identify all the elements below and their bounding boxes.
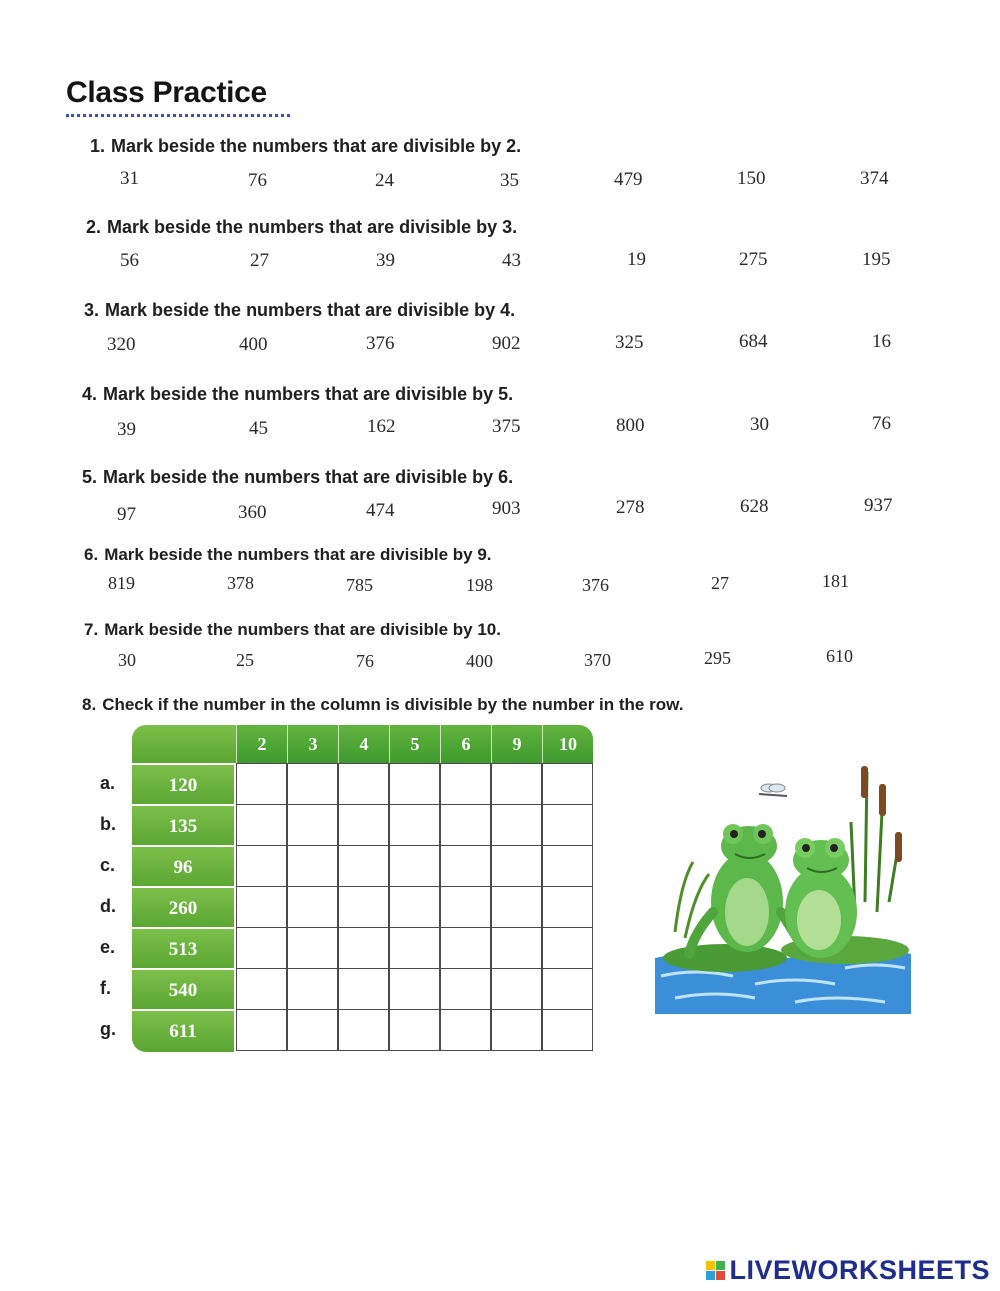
answer-cell[interactable]: [236, 968, 287, 1010]
question-text: Mark beside the numbers that are divisible by 3.: [107, 217, 518, 237]
question-number: 2.: [86, 217, 102, 237]
question-text: Mark beside the numbers that are divisible by 2.: [111, 136, 522, 156]
question-number: 8.: [82, 695, 97, 714]
number-option[interactable]: 97: [117, 504, 136, 525]
number-option[interactable]: 76: [248, 170, 267, 191]
number-option[interactable]: 400: [239, 334, 268, 355]
row-number: 540: [132, 968, 234, 1011]
number-option[interactable]: 360: [238, 502, 267, 523]
answer-cell[interactable]: [542, 804, 593, 846]
answer-cell[interactable]: [287, 804, 338, 846]
question-text: Mark beside the numbers that are divisible by 6.: [103, 467, 514, 487]
number-option[interactable]: 35: [500, 170, 519, 191]
question-3: [0, 300, 1000, 370]
answer-cell[interactable]: [491, 763, 542, 805]
answer-cell[interactable]: [389, 763, 440, 805]
question-text: Mark beside the numbers that are divisible by 4.: [105, 300, 516, 320]
number-option[interactable]: 378: [227, 573, 254, 593]
number-option[interactable]: 902: [492, 333, 521, 354]
question-text: Check if the number in the column is divisible by the number in the row.: [102, 695, 684, 714]
row-label: e.: [100, 937, 116, 957]
page-title: Class Practice: [66, 76, 267, 109]
question-text: Mark beside the numbers that are divisible by 9.: [104, 545, 492, 564]
answer-cell[interactable]: [338, 886, 389, 928]
row-label: c.: [100, 855, 116, 875]
row-label: a.: [100, 773, 116, 793]
row-label: g.: [100, 1019, 116, 1039]
answer-cell[interactable]: [491, 927, 542, 969]
answer-cell[interactable]: [440, 927, 491, 969]
question-1: [0, 136, 1000, 206]
row-number: 135: [132, 804, 234, 847]
question-6: [0, 545, 1000, 615]
answer-cell[interactable]: [338, 1009, 389, 1051]
number-option[interactable]: 56: [120, 250, 139, 271]
number-option[interactable]: 181: [822, 571, 849, 591]
number-option[interactable]: 45: [249, 418, 268, 439]
number-option[interactable]: 400: [466, 651, 493, 671]
number-option[interactable]: 39: [117, 419, 136, 440]
question-7: [0, 620, 1000, 690]
number-option[interactable]: 16: [872, 331, 891, 352]
answer-cell[interactable]: [491, 804, 542, 846]
frog-illustration: [655, 762, 911, 1014]
number-option[interactable]: 27: [711, 573, 729, 593]
number-option[interactable]: 320: [107, 334, 136, 355]
answer-cell[interactable]: [287, 927, 338, 969]
number-option[interactable]: 903: [492, 498, 521, 519]
question-text: Mark beside the numbers that are divisible by 10.: [104, 620, 501, 639]
number-option[interactable]: 479: [614, 169, 643, 190]
number-option[interactable]: 278: [616, 497, 645, 518]
row-number: 96: [132, 845, 234, 888]
column-header: 6: [440, 725, 491, 763]
row-label: d.: [100, 896, 116, 916]
answer-cell[interactable]: [440, 804, 491, 846]
number-option[interactable]: 30: [118, 650, 136, 670]
number-option[interactable]: 31: [120, 168, 139, 189]
answer-cell[interactable]: [338, 763, 389, 805]
answer-cell[interactable]: [440, 968, 491, 1010]
question-2: [0, 217, 1000, 287]
answer-cell[interactable]: [440, 1009, 491, 1051]
answer-cell[interactable]: [236, 927, 287, 969]
answer-cell[interactable]: [389, 804, 440, 846]
answer-cell[interactable]: [389, 968, 440, 1010]
number-option[interactable]: 295: [704, 648, 731, 668]
answer-cell[interactable]: [338, 845, 389, 887]
number-option[interactable]: 325: [615, 332, 644, 353]
question-4: [0, 384, 1000, 454]
row-number: 260: [132, 886, 234, 929]
answer-cell[interactable]: [542, 968, 593, 1010]
number-option[interactable]: 937: [864, 495, 893, 516]
answer-cell[interactable]: [389, 927, 440, 969]
answer-cell[interactable]: [542, 845, 593, 887]
number-option[interactable]: 198: [466, 575, 493, 595]
answer-cell[interactable]: [287, 886, 338, 928]
answer-cell[interactable]: [338, 804, 389, 846]
question-number: 6.: [84, 545, 99, 564]
number-option[interactable]: 19: [627, 249, 646, 270]
number-option[interactable]: 39: [376, 250, 395, 271]
question-number: 4.: [82, 384, 98, 404]
answer-cell[interactable]: [287, 845, 338, 887]
answer-cell[interactable]: [389, 845, 440, 887]
answer-cell[interactable]: [338, 968, 389, 1010]
answer-cell[interactable]: [287, 763, 338, 805]
answer-cell[interactable]: [440, 763, 491, 805]
row-label: f.: [100, 978, 111, 998]
answer-cell[interactable]: [542, 1009, 593, 1051]
column-header: 10: [542, 725, 593, 763]
answer-cell[interactable]: [236, 886, 287, 928]
number-option[interactable]: 610: [826, 646, 853, 666]
number-option[interactable]: 376: [582, 575, 609, 595]
number-option[interactable]: 370: [584, 650, 611, 670]
answer-cell[interactable]: [440, 845, 491, 887]
number-option[interactable]: 162: [367, 416, 396, 437]
answer-cell[interactable]: [338, 927, 389, 969]
answer-cell[interactable]: [287, 968, 338, 1010]
number-option[interactable]: 76: [356, 651, 374, 671]
answer-cell[interactable]: [389, 1009, 440, 1051]
question-text: Mark beside the numbers that are divisible by 5.: [103, 384, 514, 404]
column-header: 4: [338, 725, 389, 763]
number-option[interactable]: 76: [872, 413, 891, 434]
question-number: 7.: [84, 620, 99, 639]
row-number: 513: [132, 927, 234, 970]
answer-cell[interactable]: [236, 763, 287, 805]
answer-cell[interactable]: [491, 886, 542, 928]
question-number: 5.: [82, 467, 98, 487]
column-header: 2: [236, 725, 287, 763]
row-number: 120: [132, 763, 234, 806]
column-header: 9: [491, 725, 542, 763]
question-number: 1.: [90, 136, 106, 156]
question-5: [0, 467, 1000, 537]
number-option[interactable]: 628: [740, 496, 769, 517]
number-option[interactable]: 43: [502, 250, 521, 271]
answer-cell[interactable]: [542, 886, 593, 928]
number-option[interactable]: 800: [616, 415, 645, 436]
answer-cell[interactable]: [287, 1009, 338, 1051]
answer-cell[interactable]: [236, 1009, 287, 1051]
watermark-text: LIVEWORKSHEETS: [729, 1255, 990, 1285]
question-number: 3.: [84, 300, 100, 320]
question-8: [82, 695, 683, 715]
number-option[interactable]: 30: [750, 414, 769, 435]
row-number: 611: [132, 1009, 234, 1052]
number-option[interactable]: 785: [346, 575, 373, 595]
answer-cell[interactable]: [542, 763, 593, 805]
number-option[interactable]: 25: [236, 650, 254, 670]
table-header-corner: [132, 725, 236, 763]
number-option[interactable]: 684: [739, 331, 768, 352]
column-header: 5: [389, 725, 440, 763]
number-option[interactable]: 376: [366, 333, 395, 354]
number-option[interactable]: 819: [108, 573, 135, 593]
title-underline: [66, 114, 290, 117]
answer-cell[interactable]: [491, 845, 542, 887]
number-option[interactable]: 275: [739, 249, 768, 270]
answer-cell[interactable]: [491, 968, 542, 1010]
liveworksheets-logo-icon: [706, 1261, 725, 1280]
column-header: 3: [287, 725, 338, 763]
answer-cell[interactable]: [440, 886, 491, 928]
answer-cell[interactable]: [236, 804, 287, 846]
number-option[interactable]: 195: [862, 249, 891, 270]
row-label: b.: [100, 814, 116, 834]
answer-cell[interactable]: [542, 927, 593, 969]
number-option[interactable]: 374: [860, 168, 889, 189]
number-option[interactable]: 150: [737, 168, 766, 189]
number-option[interactable]: 27: [250, 250, 269, 271]
answer-cell[interactable]: [236, 845, 287, 887]
liveworksheets-watermark: [706, 1255, 990, 1286]
number-option[interactable]: 24: [375, 170, 394, 191]
number-option[interactable]: 474: [366, 500, 395, 521]
answer-cell[interactable]: [389, 886, 440, 928]
answer-cell[interactable]: [491, 1009, 542, 1051]
number-option[interactable]: 375: [492, 416, 521, 437]
